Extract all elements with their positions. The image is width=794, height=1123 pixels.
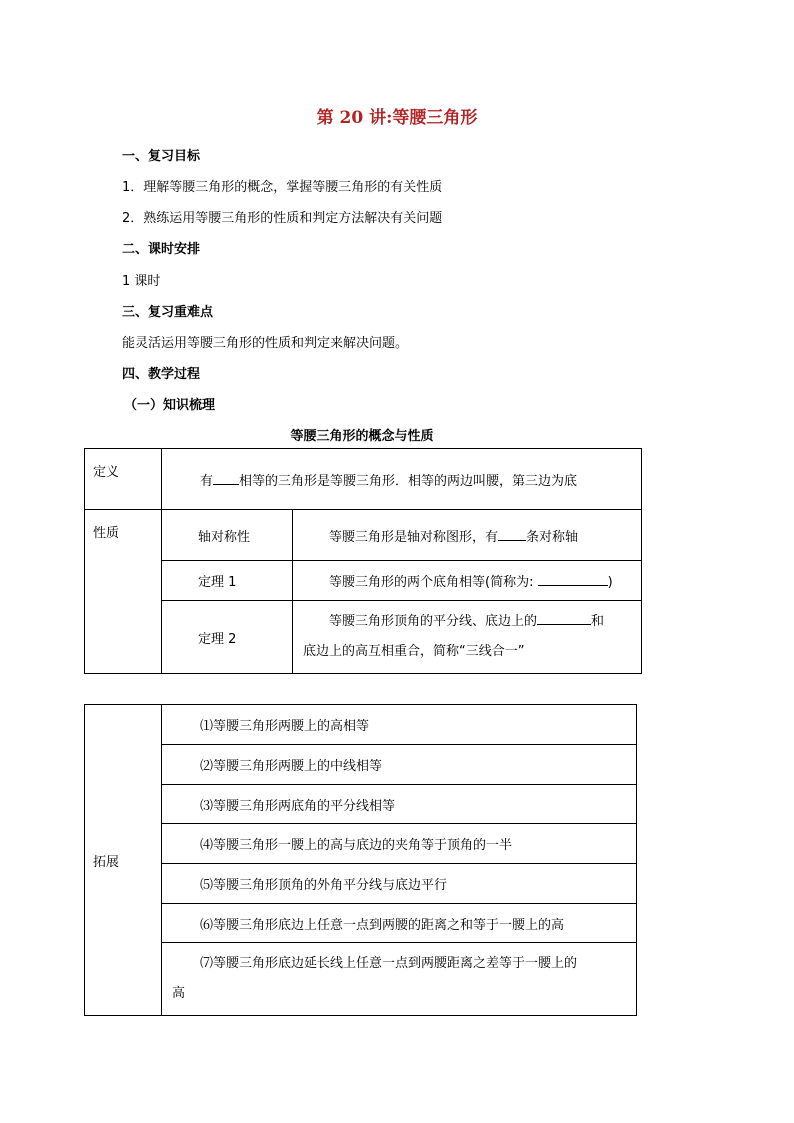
goal-item-2: 2．熟练运用等腰三角形的性质和判定方法解决有关问题 [122,211,443,226]
difficulties-text: 能灵活运用等腰三角形的性质和判定来解决问题。 [122,336,409,351]
property-desc-line2: 底边上的高互相重合，简称“三线合一” [303,644,525,659]
extension-item-4: ⑷等腰三角形一腰上的高与底边的夹角等于顶角的一半 [162,824,637,864]
extension-item-5: ⑸等腰三角形顶角的外角平分线与底边平行 [162,864,637,904]
property-desc-theorem-2 [293,601,642,674]
definition-cell [162,449,642,510]
extension-table [84,704,637,1016]
section-heading-goals: 一、复习目标 [122,149,201,164]
fill-blank [537,623,591,625]
table-caption: 等腰三角形的概念与性质 [290,429,434,444]
property-label: 性质 [85,510,162,674]
fill-blank [213,483,239,485]
fill-blank [498,539,526,541]
subsection-heading-knowledge: （一）知识梳理 [124,398,216,413]
property-name-theorem-1: 定理 1 [162,561,293,601]
schedule-text: 1 课时 [122,274,161,289]
extension-label: 拓展 [85,705,162,1016]
property-desc-text: 等腰三角形是轴对称图形，有 [329,529,499,545]
definition-text-post: 相等的三角形是等腰三角形．相等的两边叫腰，第三边为底 [239,473,578,489]
extension-item-1: ⑴等腰三角形两腰上的高相等 [162,705,637,745]
section-heading-difficulties: 三、复习重难点 [122,305,214,320]
extension-item-2: ⑵等腰三角形两腰上的中线相等 [162,745,637,785]
definition-text-pre: 有 [200,473,214,489]
property-desc-text: 条对称轴 [526,529,579,545]
property-name-theorem-2: 定理 2 [162,601,293,674]
fill-blank [538,584,608,586]
concept-properties-table [84,448,642,674]
property-desc-text: 和 [591,614,605,629]
extension-item-6: ⑹等腰三角形底边上任意一点到两腰的距离之和等于一腰上的高 [162,904,637,943]
section-heading-schedule: 二、课时安排 [122,242,201,257]
property-desc-symmetry [293,510,642,561]
definition-label: 定义 [85,449,162,510]
page-title: 第 20 讲:等腰三角形 [316,108,478,128]
property-desc-theorem-1 [293,561,642,601]
property-desc-text: 等腰三角形的两个底角相等(简称为: [329,575,538,590]
extension-item-7-line2: 高 [172,986,186,1001]
property-name-symmetry: 轴对称性 [162,510,293,561]
property-desc-text: 等腰三角形顶角的平分线、底边上的 [329,614,538,629]
extension-item-7 [162,943,637,1016]
extension-item-3: ⑶等腰三角形两底角的平分线相等 [162,785,637,824]
property-desc-text: ) [607,575,613,590]
goal-item-1: 1．理解等腰三角形的概念，掌握等腰三角形的有关性质 [122,180,443,195]
section-heading-process: 四、教学过程 [122,367,201,382]
extension-item-7-line1: ⑺等腰三角形底边延长线上任意一点到两腰距离之差等于一腰上的 [200,956,578,971]
